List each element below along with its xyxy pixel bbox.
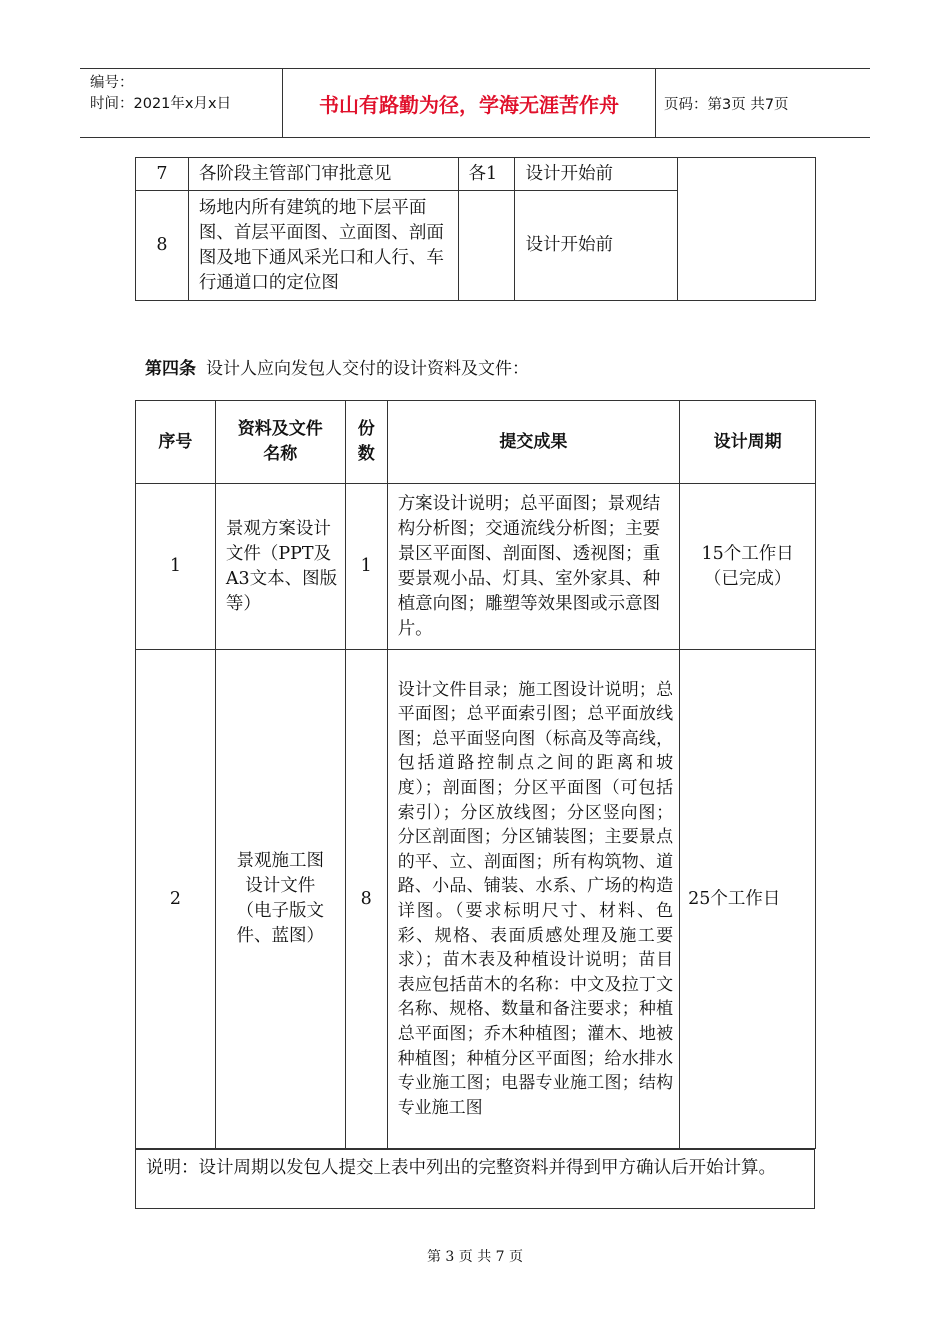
row-number: 2: [136, 650, 216, 1149]
copies: 各1: [458, 158, 515, 191]
design-period: 25个工作日: [680, 650, 816, 1149]
header-result: 提交成果: [387, 401, 679, 484]
deliverables-table: [135, 400, 816, 1149]
article-label: 第四条: [145, 359, 196, 379]
copies: 1: [345, 484, 387, 650]
submit-time: 设计开始前: [515, 158, 678, 191]
document-name: 景观方案设计文件（PPT及A3文本、图版等）: [215, 484, 345, 650]
page-footer: 第 3 页 共 7 页: [426, 1249, 524, 1265]
document-name: 各阶段主管部门审批意见: [188, 158, 458, 191]
page-header: [80, 68, 870, 138]
header-motto: 书山有路勤为径，学海无涯苦作舟: [319, 92, 619, 117]
table-row: [136, 158, 816, 191]
header-copies: 份数: [345, 401, 387, 484]
row-number: 8: [136, 191, 189, 301]
note-box: [135, 1149, 815, 1209]
deliverable-result: 设计文件目录；施工图设计说明；总平面图；总平面索引图；总平面放线图；总平面竖向图（标高及等高线，包括道路控制点之间的距离和坡度）；剖面图；分区平面图（可包括索引）；分区放线图；分区竖向图；分区剖面图；分区铺装图；主要景点的平、立、剖面图；所有构筑物、道路、小品、铺装、水系、广场的构造详图。（要求标明尺寸、材料、色彩、规格、表面质感处理及施工要求）；苗木表及种植设计说明；苗目表应包括苗木的名称：中文及拉丁文名称、规格、数量和备注要求；种植总平面图；乔木种植图；灌木、地被种植图；种植分区平面图；给水排水专业施工图；电器专业施工图；结构专业施工图: [387, 650, 679, 1149]
row-number: 7: [136, 158, 189, 191]
header-name: 资料及文件名称: [215, 401, 345, 484]
remark-cell: [678, 158, 816, 301]
header-divider: [655, 69, 656, 137]
doc-date-label: 时间：2021年x月x日: [90, 96, 232, 112]
deliverable-result: 方案设计说明；总平面图；景观结构分析图；交通流线分析图；主要景区平面图、剖面图、透视图；重要景观小品、灯具、室外家具、种植意向图；雕塑等效果图或示意图片。: [387, 484, 679, 650]
header-page-number: 页码：第3页 共7页: [664, 97, 789, 113]
article-heading: [145, 354, 529, 379]
article-text: 设计人应向发包人交付的设计资料及文件：: [206, 359, 529, 379]
header-no: 序号: [136, 401, 216, 484]
document-name: 场地内所有建筑的地下层平面图、首层平面图、立面图、剖面图及地下通风采光口和人行、车行通道口的定位图: [188, 191, 458, 301]
table-header-row: [136, 401, 816, 484]
design-period: 15个工作日（已完成）: [680, 484, 816, 650]
header-period: 设计周期: [680, 401, 816, 484]
attachment-table-continued: [135, 157, 816, 301]
copies: [458, 191, 515, 301]
table-row: [136, 484, 816, 650]
copies: 8: [345, 650, 387, 1149]
note-text: 说明：设计周期以发包人提交上表中列出的完整资料并得到甲方确认后开始计算。: [146, 1158, 776, 1178]
submit-time: 设计开始前: [515, 191, 678, 301]
document-name: 景观施工图设计文件（电子版文件、蓝图）: [215, 650, 345, 1149]
doc-number-label: 编号：: [90, 75, 134, 91]
header-meta: [90, 73, 231, 115]
table-row: [136, 650, 816, 1149]
row-number: 1: [136, 484, 216, 650]
